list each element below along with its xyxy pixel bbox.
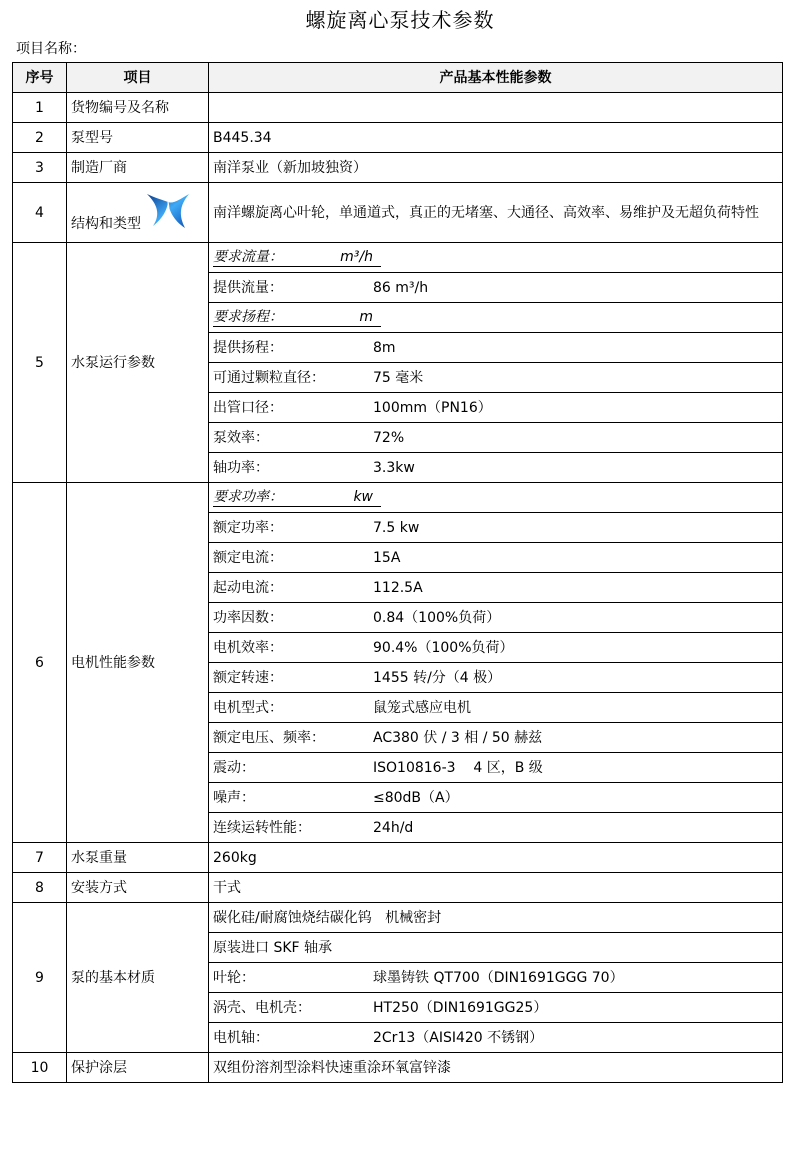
param-line [209,393,783,423]
param-label: 泵效率： [213,429,269,446]
param-value: 7.5 kw [373,519,420,536]
param-line [209,333,783,363]
param-label: 额定电流： [213,549,283,566]
row-index: 7 [13,843,67,873]
row-item: 制造厂商 [67,153,209,183]
param-label: 提供流量： [213,279,283,296]
row-item: 安装方式 [67,873,209,903]
param-label: 额定转速： [213,669,283,686]
param-label: 可通过颗粒直径： [213,369,325,386]
param-line: 碳化硅/耐腐蚀烧结碳化钨 机械密封 [209,903,783,933]
table-row [13,873,783,903]
param-line [209,363,783,393]
header-params: 产品基本性能参数 [209,63,783,93]
param-label: 额定功率： [213,519,283,536]
param-line [209,453,783,483]
row-item: 水泵重量 [67,843,209,873]
row-item: 电机性能参数 [67,483,209,843]
param-unit: kw [353,489,373,505]
param-line [209,783,783,813]
param-value: 72% [373,429,405,446]
table-row [13,153,783,183]
param-unit: m [359,309,373,325]
param-label: 提供扬程： [213,339,283,356]
row-index: 8 [13,873,67,903]
param-label: 叶轮： [213,969,255,986]
row-index: 1 [13,93,67,123]
param-value: 2Cr13（AISI420 不锈钢） [373,1029,544,1046]
param-value: 112.5A [373,579,423,596]
param-value: 8m [373,339,396,356]
propeller-logo-icon [143,188,193,237]
param-value: 90.4%（100%负荷） [373,639,514,656]
param-label: 要求扬程： [213,309,283,325]
param-value: 0.84（100%负荷） [373,609,501,626]
param-line [209,663,783,693]
param-unit: m³/h [340,249,373,265]
param-label: 震动： [213,759,255,776]
row-item-cell [67,183,209,243]
param-line [209,813,783,843]
param-line: 原装进口 SKF 轴承 [209,933,783,963]
param-label: 连续运转性能： [213,819,311,836]
header-index: 序号 [13,63,67,93]
param-value: 鼠笼式感应电机 [373,699,471,716]
table-row [13,93,783,123]
param-label: 噪声： [213,789,255,806]
table-row [13,483,783,513]
row-index: 6 [13,483,67,843]
header-item: 项目 [67,63,209,93]
row-index: 3 [13,153,67,183]
row-value [209,93,783,123]
param-label: 电机效率： [213,639,283,656]
param-label: 涡壳、电机壳： [213,999,311,1016]
table-row [13,123,783,153]
param-value: 15A [373,549,401,566]
row-item: 货物编号及名称 [67,93,209,123]
row-value: 双组份溶剂型涂料快速重涂环氧富锌漆 [209,1053,783,1083]
table-row [13,183,783,243]
row-value: B445.34 [209,123,783,153]
table-row [13,843,783,873]
param-line [209,603,783,633]
param-value: 100mm（PN16） [373,399,492,416]
row-index: 5 [13,243,67,483]
row-value: 干式 [209,873,783,903]
param-line [209,303,783,333]
param-line [209,423,783,453]
param-label: 电机型式： [213,699,283,716]
spec-table [12,62,783,1083]
param-line [209,543,783,573]
param-label: 出管口径： [213,399,283,416]
header-row [13,63,783,93]
page-title: 螺旋离心泵技术参数 [305,8,495,32]
row-index: 10 [13,1053,67,1083]
param-line [209,633,783,663]
param-value: 球墨铸铁 QT700（DIN1691GGG 70） [373,969,624,986]
row-index: 2 [13,123,67,153]
param-label: 起动电流： [213,579,283,596]
param-value: 75 毫米 [373,369,424,386]
table-row [13,1053,783,1083]
row-item: 水泵运行参数 [67,243,209,483]
param-label: 要求功率： [213,489,283,505]
param-line [209,723,783,753]
param-label: 电机轴： [213,1029,269,1046]
param-line [209,573,783,603]
param-value: HT250（DIN1691GG25） [373,999,548,1016]
row-item: 泵型号 [67,123,209,153]
param-label: 要求流量： [213,249,283,265]
row-index: 4 [13,183,67,243]
param-line [209,753,783,783]
param-line [209,273,783,303]
row-index: 9 [13,903,67,1053]
param-line [209,513,783,543]
row-value: 南洋螺旋离心叶轮，单通道式，真正的无堵塞、大通径、高效率、易维护及无超负荷特性 [209,183,783,243]
table-row [13,243,783,273]
param-value: 3.3kw [373,459,415,476]
param-label: 轴功率： [213,459,269,476]
param-value: ≤80dB（A） [373,789,459,806]
row-value: 南洋泵业（新加坡独资） [209,153,783,183]
table-row [13,903,783,933]
param-value: ISO10816-3 4 区，B 级 [373,759,543,776]
param-line [209,693,783,723]
project-name-label: 项目名称： [16,41,86,57]
param-value: AC380 伏 / 3 相 / 50 赫兹 [373,729,543,746]
param-line [209,963,783,993]
param-label: 功率因数： [213,609,283,626]
param-value: 24h/d [373,819,414,836]
row-value: 260kg [209,843,783,873]
param-line [209,993,783,1023]
param-value: 86 m³/h [373,279,429,296]
row-item: 保护涂层 [67,1053,209,1083]
row-item: 泵的基本材质 [67,903,209,1053]
param-label: 额定电压、频率： [213,729,325,746]
param-line [209,1023,783,1053]
param-line [209,483,783,513]
param-value: 1455 转/分（4 极） [373,669,502,686]
param-line [209,243,783,273]
row-item: 结构和类型 [71,215,141,232]
